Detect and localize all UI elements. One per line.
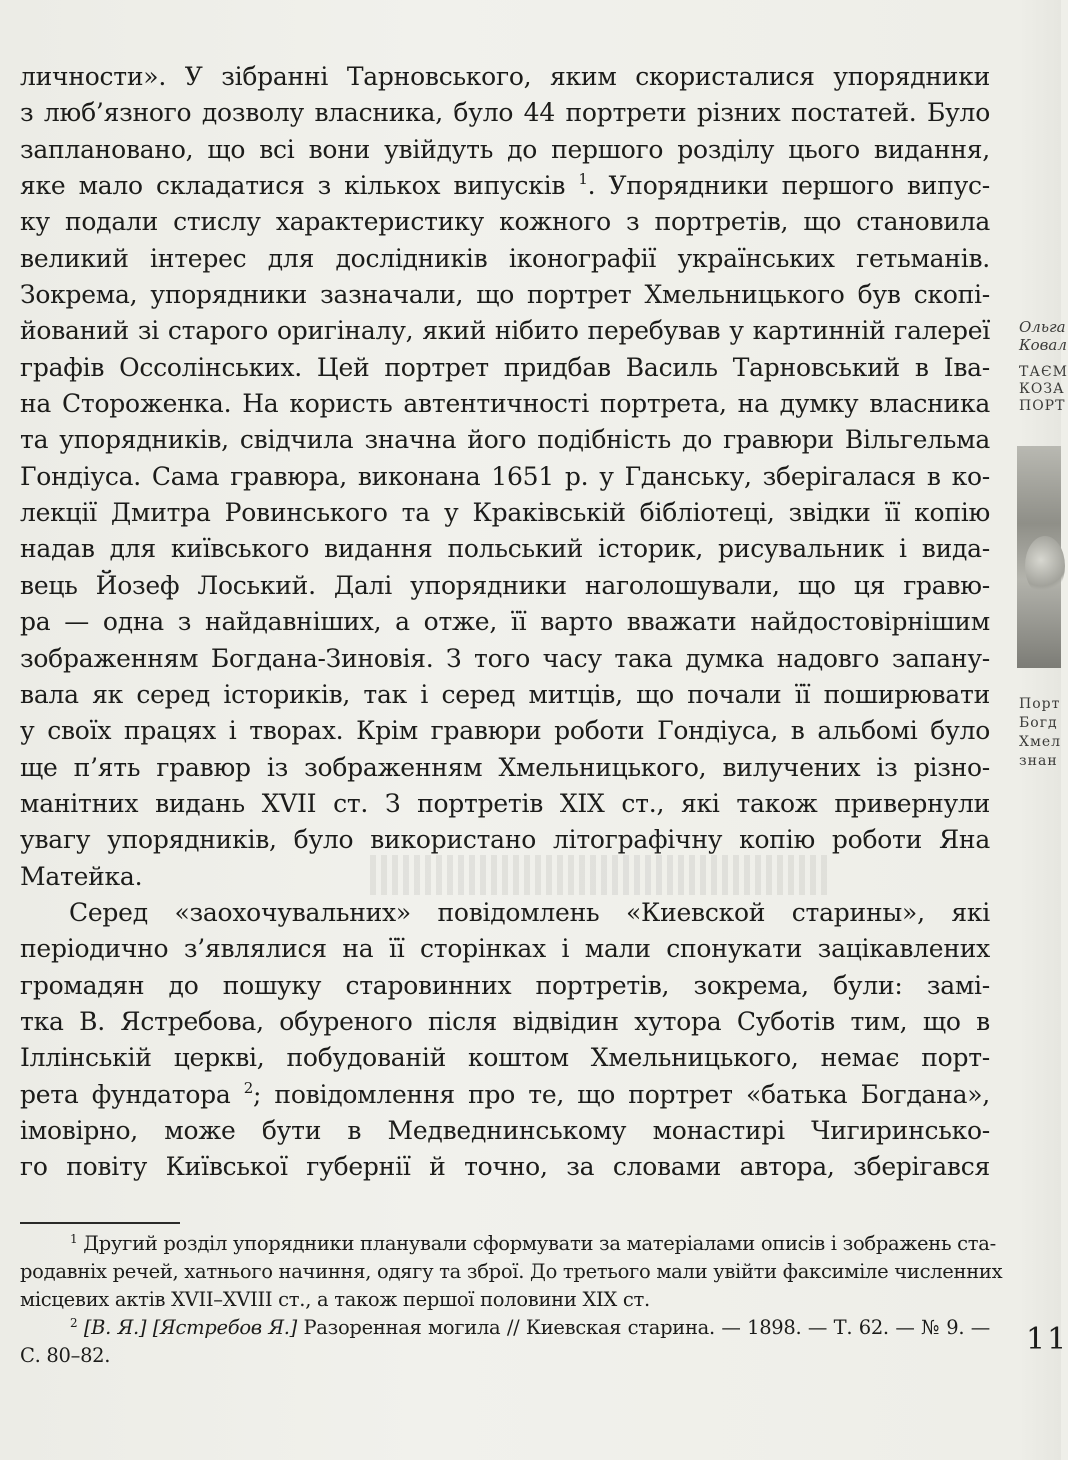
text-line: лекції Дмитра Ровинського та у Краківській бібліотеці, звідки її копію: [20, 498, 990, 528]
text-line: [20, 168, 990, 204]
text-fragment: . Упорядники першого випус-: [587, 171, 991, 201]
text-line: манітних видань XVII ст. З портретів XIX ст., які також привернули: [20, 788, 990, 818]
footnote-line: місцевих актів XVII–XVIII ст., а також першої половини XIX ст.: [20, 1288, 650, 1311]
text-line: личности». У зібранні Тарновського, яким скористалися упорядники: [20, 62, 990, 91]
text-line: з люб’язного дозволу власника, було 44 портрети різних постатей. Було: [20, 98, 990, 128]
side-caption-line: Хмел: [1019, 734, 1062, 750]
footnote-line: родавніх речей, хатнього начиння, одягу та зброї. До третього мали увійти факсиміле численних: [20, 1260, 1003, 1283]
text-line: Матейка.: [20, 861, 143, 891]
text-fragment: яке мало складатися з кількох випусків: [20, 171, 566, 201]
side-author: [1019, 318, 1067, 354]
text-line: вець Йозеф Лоський. Далі упорядники наголошували, що ця гравю-: [20, 570, 990, 600]
text-line: на Стороженка. На користь автентичності портрета, на думку власника: [20, 389, 990, 419]
text-line: графів Оссолінських. Цей портрет придбав Василь Тарновський в Іва-: [20, 352, 990, 382]
text-line: періодично з’являлися на її сторінках і мали спонукати зацікавлених: [20, 934, 990, 964]
side-caption-line: Порт: [1019, 696, 1061, 712]
text-line: громадян до пошуку старовинних портретів, зокрема, були: замі-: [20, 970, 990, 1000]
text-line: надав для київського видання польський історик, рисувальник і вида-: [20, 534, 990, 564]
side-caption-line: знан: [1019, 753, 1058, 769]
text-line: Серед «заохочувальних» повідомлень «Киевской старины», які: [69, 897, 990, 927]
footnote-mark-2: 2: [70, 1316, 78, 1330]
text-line: великий інтерес для дослідників іконографії українських гетьманів.: [20, 243, 990, 273]
text-line: зображенням Богдана-Зиновія. З того часу така думка надовго запану-: [20, 643, 990, 673]
text-line: увагу упорядників, було використано літографічну копію роботи Яна: [20, 825, 990, 855]
footnote-ref-1[interactable]: 1: [578, 170, 588, 189]
side-title-line: ПОРТ: [1019, 398, 1066, 414]
text-line: вала як серед істориків, так і серед митців, що почали її поширювати: [20, 679, 990, 709]
side-title-line: КОЗА: [1019, 381, 1065, 397]
main-text: [20, 59, 990, 1186]
footnotes: [20, 1230, 1003, 1370]
text-line: Іллінській церкві, побудованій коштом Хмельницького, немає порт-: [20, 1043, 990, 1073]
adjacent-page-edge: [1017, 0, 1068, 1460]
text-line: тка В. Ястребова, обуреного після відвідин хутора Суботів тим, що в: [20, 1006, 990, 1036]
side-caption-line: Богд: [1019, 715, 1058, 731]
page-number: 11: [1026, 1322, 1068, 1357]
text-line: Гондіуса. Сама гравюра, виконана 1651 р. у Гданську, зберігалася в ко-: [20, 461, 990, 491]
text-line: та упорядників, свідчила значна його подібність до гравюри Вільгельма: [20, 425, 990, 455]
footnote-italic: [Ястребов Я.]: [152, 1316, 297, 1339]
text-line: імовірно, може бути в Медведнинському монастирі Чигиринсько-: [20, 1115, 990, 1145]
text-fragment: рета фундатора: [20, 1079, 231, 1109]
text-line: ра — одна з найдавніших, а отже, її варто вважати найдостовірнішим: [20, 607, 990, 637]
text-fragment: ; повідомлення про те, що портрет «батька Богдана»,: [253, 1079, 991, 1109]
footnote-text: Разоренная могила // Киевская старина. — 1898. — Т. 62. — № 9. —: [303, 1316, 990, 1339]
footnote-1: [20, 1230, 996, 1258]
text-line: [20, 1077, 990, 1113]
footnote-2: [20, 1314, 990, 1342]
side-author-line: Ольга: [1019, 318, 1066, 336]
text-line: заплановано, що всі вони увійдуть до першого розділу цього видання,: [20, 134, 990, 164]
footnote-text: Другий розділ упорядники планували сформувати за матеріалами описів і зображень ста-: [83, 1232, 996, 1255]
side-caption: [1019, 695, 1061, 771]
footnote-italic: [В. Я.]: [83, 1316, 147, 1339]
text-line: йований зі старого оригіналу, який нібито перебував у картинній галереї: [20, 316, 990, 346]
side-author-line: Ковал: [1019, 336, 1067, 354]
footnote-line: С. 80–82.: [20, 1344, 111, 1367]
side-title-line: ТАЄМ: [1019, 364, 1068, 380]
side-title: [1019, 364, 1068, 415]
text-line: ку подали стислу характеристику кожного з портретів, що становила: [20, 207, 990, 237]
footnote-ref-2[interactable]: 2: [243, 1078, 254, 1097]
footnote-divider: [20, 1222, 180, 1224]
side-portrait-image: [1017, 446, 1061, 668]
text-line: Зокрема, упорядники зазначали, що портрет Хмельницького був скопі-: [20, 280, 990, 310]
footnote-mark-1: 1: [70, 1232, 78, 1246]
text-line: го повіту Київської губернії й точно, за словами автора, зберігався: [20, 1152, 990, 1182]
text-line: у своїх працях і творах. Крім гравюри роботи Гондіуса, в альбомі було: [20, 716, 990, 746]
text-line: ще п’ять гравюр із зображенням Хмельницького, вилучених із різно-: [20, 752, 990, 782]
